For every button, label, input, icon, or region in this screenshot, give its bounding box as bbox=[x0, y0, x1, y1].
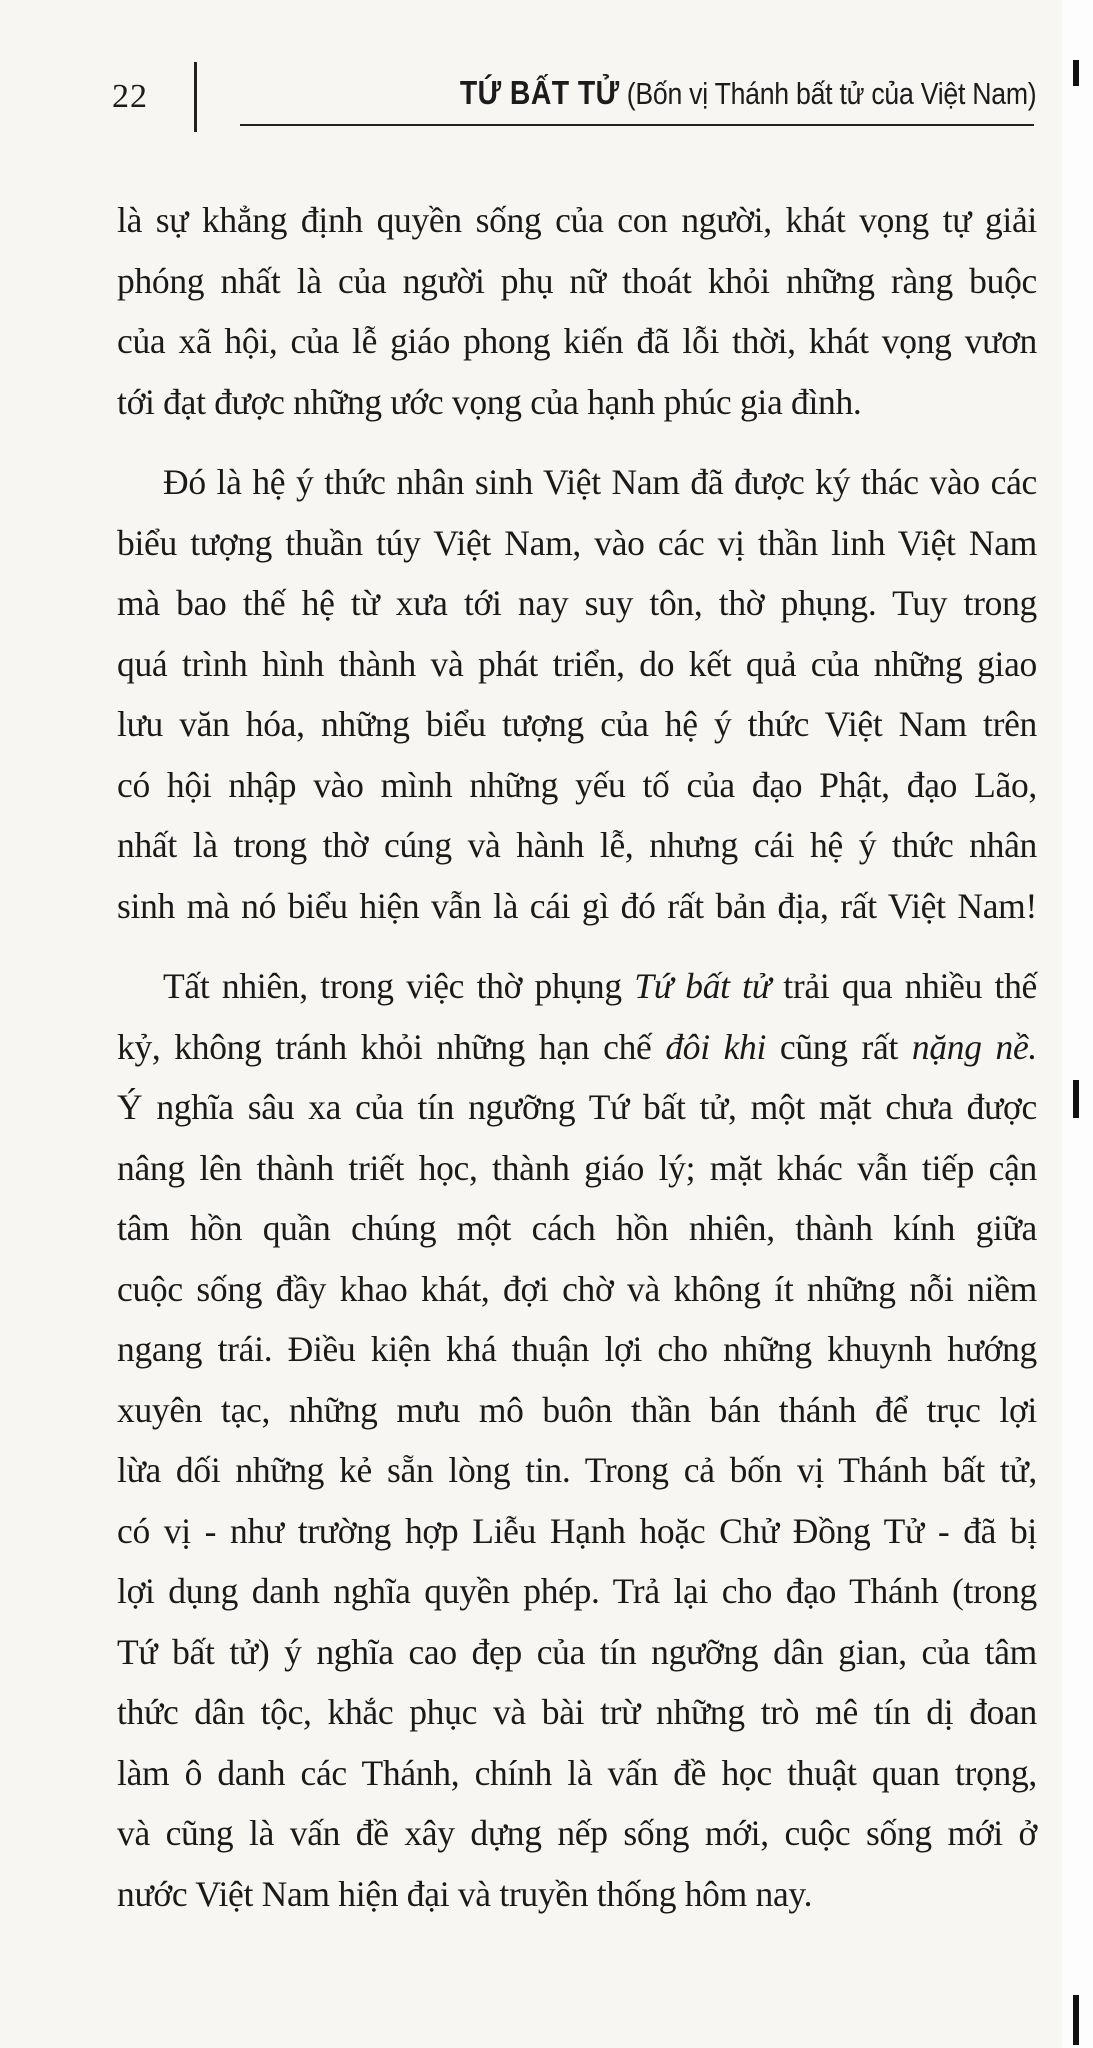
text-line: có hội nhập vào mình những yếu tố của đạo Phật, đạo Lão, bbox=[117, 764, 1037, 805]
text-run: kỷ, không tránh khỏi những hạn chế bbox=[117, 1026, 666, 1067]
edge-mark bbox=[1073, 1080, 1079, 1118]
text-line: lợi dụng danh nghĩa quyền phép. Trả lại cho đạo Thánh (trong bbox=[117, 1571, 1037, 1611]
text-line: Tứ bất tử) ý nghĩa cao đẹp của tín ngưỡng dân gian, của tâm bbox=[117, 1631, 1037, 1672]
italic-phrase: nặng nề. bbox=[911, 1026, 1038, 1067]
text-line: thức dân tộc, khắc phục và bài trừ những trò mê tín dị đoan bbox=[117, 1692, 1037, 1732]
text-line: là sự khẳng định quyền sống của con người, khát vọng tự giải bbox=[117, 200, 1037, 240]
text-line: lưu văn hóa, những biểu tượng của hệ ý thức Việt Nam trên bbox=[117, 704, 1037, 744]
text-line: ngang trái. Điều kiện khá thuận lợi cho những khuynh hướng bbox=[117, 1329, 1037, 1369]
text-line: Ý nghĩa sâu xa của tín ngưỡng Tứ bất tử, một mặt chưa được bbox=[117, 1087, 1037, 1127]
italic-phrase: đôi khi bbox=[665, 1026, 767, 1067]
text-line: nâng lên thành triết học, thành giáo lý; mặt khác vẫn tiếp cận bbox=[117, 1147, 1037, 1188]
text-line: lừa dối những kẻ sẵn lòng tin. Trong cả bốn vị Thánh bất tử, bbox=[117, 1450, 1037, 1490]
text-line: sinh mà nó biểu hiện vẫn là cái gì đó rất bản địa, rất Việt Nam! bbox=[117, 885, 1037, 926]
edge-mark bbox=[1073, 1995, 1079, 2045]
text-line: xuyên tạc, những mưu mô buôn thần bán thánh để trục lợi bbox=[117, 1389, 1037, 1430]
text-line: biểu tượng thuần túy Việt Nam, vào các vị thần linh Việt Nam bbox=[117, 522, 1037, 563]
text-line: mà bao thế hệ từ xưa tới nay suy tôn, thờ phụng. Tuy trong bbox=[117, 583, 1037, 623]
paragraph-2 bbox=[117, 452, 1037, 936]
paragraph-3 bbox=[117, 956, 1037, 1924]
edge-mark bbox=[1073, 60, 1079, 86]
text-line: phóng nhất là của người phụ nữ thoát khỏi những ràng buộc bbox=[117, 260, 1037, 301]
paragraph-1 bbox=[117, 190, 1037, 432]
running-title-subtitle: (Bốn vị Thánh bất tử của Việt Nam) bbox=[619, 76, 1036, 111]
running-title-main: TỨ BẤT TỬ bbox=[459, 74, 620, 111]
page-number: 22 bbox=[112, 78, 148, 115]
text-line: nước Việt Nam hiện đại và truyền thống hôm nay. bbox=[117, 1873, 813, 1914]
text-run: trải qua nhiều thế bbox=[770, 966, 1037, 1006]
body-text bbox=[117, 190, 1037, 1924]
italic-title: Tứ bất tử bbox=[634, 966, 771, 1006]
text-line: tới đạt được những ước vọng của hạnh phúc gia đình. bbox=[117, 381, 862, 422]
text-line: nhất là trong thờ cúng và hành lễ, nhưng cái hệ ý thức nhân bbox=[117, 825, 1037, 865]
text-line bbox=[117, 1017, 1037, 1078]
text-line: làm ô danh các Thánh, chính là vấn đề học thuật quan trọng, bbox=[117, 1752, 1037, 1793]
page-edge bbox=[1062, 0, 1093, 2048]
text-line: và cũng là vấn đề xây dựng nếp sống mới, cuộc sống mới ở bbox=[117, 1813, 1037, 1853]
text-line: Đó là hệ ý thức nhân sinh Việt Nam đã được ký thác vào các bbox=[163, 462, 1037, 502]
text-line: tâm hồn quần chúng một cách hồn nhiên, thành kính giữa bbox=[117, 1208, 1037, 1248]
header-vertical-divider bbox=[194, 62, 197, 132]
text-line: của xã hội, của lễ giáo phong kiến đã lỗi thời, khát vọng vươn bbox=[117, 321, 1037, 361]
text-run: Tất nhiên, trong việc thờ phụng bbox=[163, 966, 635, 1006]
text-line: cuộc sống đầy khao khát, đợi chờ và không ít những nỗi niềm bbox=[117, 1268, 1037, 1309]
text-line: quá trình hình thành và phát triển, do kết quả của những giao bbox=[117, 643, 1037, 684]
running-header bbox=[0, 0, 1062, 150]
text-line: có vị - như trường hợp Liễu Hạnh hoặc Chử Đồng Tử - đã bị bbox=[117, 1510, 1037, 1551]
header-rule bbox=[240, 124, 1034, 126]
text-line bbox=[117, 956, 1037, 1017]
running-title bbox=[459, 74, 1036, 112]
text-run: cũng rất bbox=[766, 1026, 912, 1067]
